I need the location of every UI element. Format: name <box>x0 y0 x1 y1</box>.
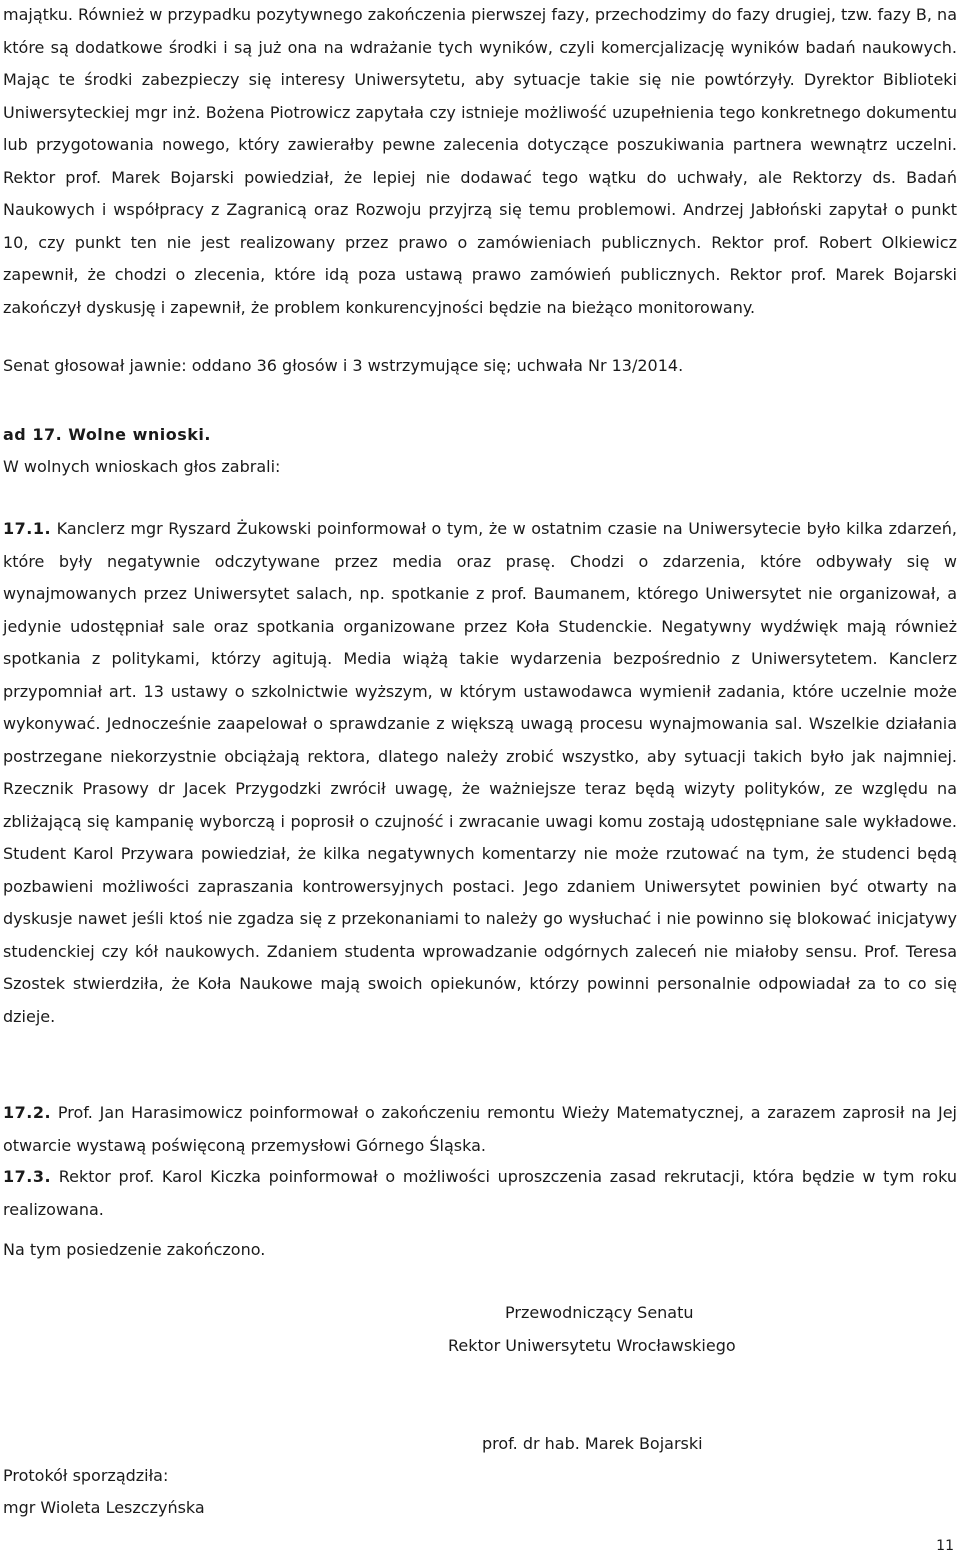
signature-name: prof. dr hab. Marek Bojarski <box>482 1434 703 1453</box>
item-text: Kanclerz mgr Ryszard Żukowski poinformował o tym, że w ostatnim czasie na Uniwersytecie było kilka zdarzeń, które były negatywnie odczytywane przez media oraz prasę. Chodzi o zdarzenia, które odbywały się w wynajmowanych przez Uniwersytet salach, np. spotkanie z prof. Baumanem, którego Uniwersytet nie organizował, a jedynie udostępniał sale oraz spotkania organizowane przez Koła Studenckie. Negatywny wydźwięk mają również spotkania z politykami, którzy agitują. Media wiążą takie wydarzenia bezpośrednio z Uniwersytetem. Kanclerz przypomniał art. 13 ustawy o szkolnictwie wyższym, w którym ustawodawca wymienił zadania, które uczelnie może wykonywać. Jednocześnie zaapelował o sprawdzanie z większą uwagą procesu wynajmowania sal. Wszelkie działania postrzegane niekorzystnie obciążają rektora, dlatego należy zrobić wszystko, aby sytuacji takich było jak najmniej. Rzecznik Prasowy dr Jacek Przygodzki zwrócił uwagę, że ważniejsze teraz będą wizyty polityków, ze względu na zbliżającą się kampanię wyborczą i poprosił o czujność i zwracanie uwagi komu zostają udostępniane sale wykładowe. Student Karol Przywara powiedział, że kilka negatywnych komentarzy nie może rzutować na tym, że studenci będą pozbawieni możliwości zapraszania kontrowersyjnych postaci. Jego zdaniem Uniwersytet powinien być otwarty na dyskusje nawet jeśli ktoś nie zgadza się z przekonaniami to należy go wysłuchać i nie powinno się blokować inicjatywy studenckiej czy kół naukowych. Zdaniem studenta wprowadzanie odgórnych zaleceń nie miałoby sensu. Prof. Teresa Szostek stwierdziła, że Koła Naukowe mają swoich opiekunów, którzy powinni personalnie odpowiadał za to co się dzieje. <box>3 519 958 1026</box>
protocol-label: Protokół sporządziła: <box>3 1466 169 1485</box>
item-17-1 <box>3 513 957 1033</box>
item-17-3 <box>3 1161 957 1226</box>
signature-role-2: Rektor Uniwersytetu Wrocławskiego <box>448 1336 736 1355</box>
protocol-author: mgr Wioleta Leszczyńska <box>3 1498 205 1517</box>
section-heading: ad 17. Wolne wnioski. <box>3 425 211 444</box>
item-number: 17.3. <box>3 1167 52 1186</box>
signature-role-1: Przewodniczący Senatu <box>505 1303 694 1322</box>
item-text: Prof. Jan Harasimowicz poinformował o zakończeniu remontu Wieży Matematycznej, a zarazem zaprosił na Jej otwarcie wystawą poświęconą przemysłowi Górnego Śląska. <box>3 1103 957 1155</box>
vote-result: Senat głosował jawnie: oddano 36 głosów i 3 wstrzymujące się; uchwała Nr 13/2014. <box>3 356 684 375</box>
item-text: Rektor prof. Karol Kiczka poinformował o możliwości uproszczenia zasad rekrutacji, która będzie w tym roku realizowana. <box>3 1167 957 1219</box>
item-number: 17.2. <box>3 1103 52 1122</box>
item-17-2 <box>3 1097 957 1162</box>
item-number: 17.1. <box>3 519 52 538</box>
intro-paragraph: majątku. Również w przypadku pozytywnego zakończenia pierwszej fazy, przechodzimy do fazy drugiej, tzw. fazy B, na które są dodatkowe środki i są już ona na wdrażanie tych wyników, czyli komercjalizację wyników badań naukowych. Mając te środki zabezpieczy się interesy Uniwersytetu, aby sytuacje takie się nie powtórzyły. Dyrektor Biblioteki Uniwersyteckiej mgr inż. Bożena Piotrowicz zapytała czy istnieje możliwość uzupełnienia tego konkretnego dokumentu lub przygotowania nowego, który zawierałby pewne zalecenia dotyczące poszukiwania partnera wewnątrz uczelni. Rektor prof. Marek Bojarski powiedział, że lepiej nie dodawać tego wątku do uchwały, ale Rektorzy ds. Badań Naukowych i współpracy z Zagranicą oraz Rozwoju przyjrzą się temu problemowi. Andrzej Jabłoński zapytał o punkt 10, czy punkt ten nie jest realizowany przez prawo o zamówieniach publicznych. Rektor prof. Robert Olkiewicz zapewnił, że chodzi o zlecenia, które idą poza ustawą prawo zamówień publicznych. Rektor prof. Marek Bojarski zakończył dyskusję i zapewnił, że problem konkurencyjności będzie na bieżąco monitorowany. <box>3 5 957 317</box>
page-number: 11 <box>936 1538 954 1554</box>
closing-line: Na tym posiedzenie zakończono. <box>3 1240 266 1259</box>
section-intro: W wolnych wnioskach głos zabrali: <box>3 457 281 476</box>
